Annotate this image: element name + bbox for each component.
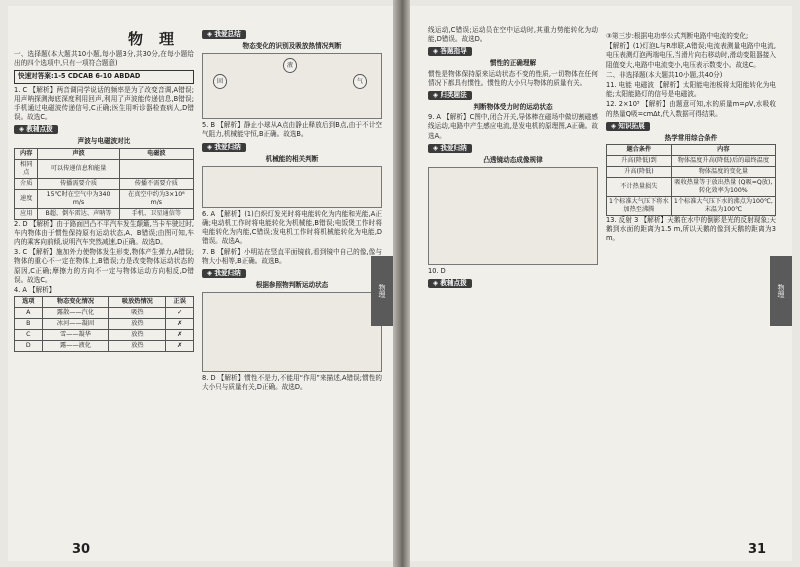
- right-column-2: [606, 32, 776, 245]
- comparison-cell: 在真空中约为3×10⁸ m/s: [119, 189, 193, 208]
- question-1: 1. C 【解析】两音调同学说话的频率是为了改变音调,A错误;用声呐探测海底深度利用回声,利用了声波能传递信息,B错误;手机通过电磁波传递信号,C正确;医生用听诊器检查病人,D错误。故选C。: [14, 85, 194, 122]
- comparison-cell: 相同点: [15, 159, 38, 178]
- phase-cell: 放热: [109, 341, 166, 352]
- phase-cell: D: [15, 341, 43, 352]
- box-caption: 惯性的正确理解: [489, 59, 537, 68]
- diagram-caption: 物态变化的识别及吸放热情况判断: [242, 42, 342, 50]
- book-gutter: [393, 0, 410, 567]
- box-caption: 热学常用综合条件: [664, 133, 718, 142]
- heat-cell: 不计热量损失: [607, 178, 672, 197]
- heat-cell: 升高(降低)到: [607, 156, 672, 167]
- question-8: 8. D 【解析】惯性不是力,不能用“作用”来描述,A错误;惯性的大小只与质量有关,D正确。故选D。: [202, 374, 382, 392]
- table-row: [607, 156, 776, 167]
- phase-cell: 放热: [109, 319, 166, 330]
- phase-cell: C: [15, 330, 43, 341]
- question-7: 7. B 【解析】小明站在竖直平面镜前,看到镜中自己的像,像与物大小相等,B正确。故选B。: [202, 247, 382, 265]
- table-row: [15, 308, 194, 319]
- page-number: 30: [72, 542, 91, 557]
- box-caption: 判断物体受力时的运动状态: [473, 103, 553, 112]
- question-6: 6. A 【解析】(1)白炽灯发光时将电能转化为内能和光能,A正确;电动机工作时将电能转化为机械能,B错误;电饭煲工作时将电能转化为内能,C错误;发电机工作时将机械能转化为电能,D错误。故选A。: [202, 209, 382, 246]
- question-13: 13. 反射 3 【解析】天鹅在水中的倒影是光的反射现象;天鹅到水面的距离为1.5 m,所以天鹅的像到天鹅的距离为3 m。: [606, 216, 776, 243]
- phase-change-table: [14, 296, 194, 352]
- box-text: 惯性是物体保持原来运动状态不变的性质,一切物体在任何情况下都具有惯性。惯性的大小只与物体的质量有关。: [428, 69, 598, 87]
- question-5: 5. B 【解析】静止小球从A点由静止释放后到B点,由于不计空气阻力,机械能守恒,B正确。故选B。: [202, 121, 382, 139]
- continued-text: 线运动,C错误;运动员在空中运动时,其重力势能转化为动能,D错误。故选D。: [428, 26, 598, 44]
- phase-cell: 露散——汽化: [42, 308, 109, 319]
- tip-tag: ◈ 教辅点拨: [428, 279, 472, 288]
- table-row: [15, 159, 194, 178]
- diagram-caption: 根据参照物判断运动状态: [255, 281, 329, 290]
- comparison-cell: 手机、卫星通信等: [119, 208, 193, 219]
- summary-tag: ◈ 我爱总结: [202, 30, 246, 39]
- analysis-text: 【解析】(1)灯泡L与R串联,A错误;电流表测量电路中电流,电压表测灯泡两端电压,当滑片向右移动时,滑动变阻器接入阻值变大,电路中电流变小,电压表示数变小。故选C。: [606, 42, 776, 69]
- table-row: [607, 197, 776, 216]
- question-12: 12. 2×10⁵ 【解析】由题意可知,水的质量m=ρV,水吸收的热量Q吸=cmΔt,代入数据可得结果。: [606, 100, 776, 118]
- phase-header: 吸放热情况: [109, 297, 166, 308]
- comparison-cell: 可以传递信息和能量: [38, 159, 119, 178]
- phase-header: 正误: [166, 297, 194, 308]
- heat-conditions-table: [606, 144, 776, 216]
- extension-tag: ◈ 知识拓展: [606, 122, 650, 131]
- heat-cell: 升高(降低): [607, 167, 672, 178]
- phase-cell: A: [15, 308, 43, 319]
- page-number: 31: [748, 542, 767, 557]
- quick-answers: 快速对答案:1-5 CDCAB 6-10 ABDAD: [14, 70, 194, 83]
- comparison-header: 内容: [15, 148, 38, 159]
- energy-diagram: [202, 166, 382, 208]
- phase-cell: ✗: [166, 330, 194, 341]
- method-tag: ◈ 归类题法: [428, 91, 472, 100]
- page-title: 物理: [128, 30, 191, 48]
- heat-cell: 物体温度升高(降低)后的最终温度: [671, 156, 775, 167]
- comparison-table: [14, 148, 194, 220]
- table-row: [15, 189, 194, 208]
- comparison-cell: 传播不需要介质: [119, 178, 193, 189]
- comparison-cell: 介质: [15, 178, 38, 189]
- comparison-cell: 速度: [15, 189, 38, 208]
- diagram-node: 气: [353, 74, 367, 89]
- diagram-node: 固: [213, 74, 227, 89]
- left-column-2: [202, 28, 382, 394]
- phase-header: 选项: [15, 297, 43, 308]
- heat-cell: 1个标准大气压下将水加热至沸腾: [607, 197, 672, 216]
- question-2: 2. D 【解析】由于路面凹凸不平汽车发生颠簸,当卡车驶过时,车内物体由于惯性保持原有运动状态,A、B错误;由图可知,车内的乘客向前倾,说明汽车突然减速,D正确。故选D。: [14, 219, 194, 247]
- phase-cell: ✗: [166, 319, 194, 330]
- table-row: [15, 319, 194, 330]
- table-row: [15, 330, 194, 341]
- phase-change-diagram: [202, 53, 382, 119]
- side-tab: 物理: [371, 256, 393, 326]
- question-3: 3. C 【解析】施加外力使物体发生形变,物体产生弹力,A错误;物体的重心不一定在物体上,B错误;力是改变物体运动状态的原因,C正确;摩擦力的方向不一定与物体运动方向相反,D错误。故选C。: [14, 248, 194, 284]
- table-row: [607, 178, 776, 197]
- table-row: [15, 208, 194, 219]
- comparison-cell: 应用: [15, 208, 38, 219]
- left-column-1: [14, 50, 194, 352]
- tip-tag: ◈ 教辅点拨: [14, 125, 58, 134]
- step-text: ③第三步:根据电功率公式判断电路中电流的变化;: [606, 32, 749, 40]
- box-caption: 凸透镜动态成像规律: [483, 155, 543, 164]
- heat-header: 题合条件: [607, 145, 672, 156]
- induction-tag: ◈ 我爱归纳: [202, 143, 246, 152]
- comparison-header: 声波: [38, 148, 119, 159]
- diagram-caption: 机械能的相关判断: [265, 154, 319, 163]
- comparison-cell: 传播需要介质: [38, 178, 119, 189]
- phase-cell: 雪——凝华: [42, 330, 109, 341]
- right-column-1: [428, 26, 598, 290]
- question-9: 9. A 【解析】C图中,闭合开关,导体棒在磁场中做切割磁感线运动,电路中产生感应电流,是发电机的原理图,A正确。故选A。: [428, 113, 598, 140]
- heat-cell: 吸收热量等于放出热量 (Q吸=Q放),转化效率为100%: [671, 178, 775, 197]
- phase-header: 物态变化情况: [42, 297, 109, 308]
- comparison-cell: [119, 159, 193, 178]
- phase-cell: 冰河——凝固: [42, 319, 109, 330]
- guide-tag: ◈ 答题指导: [428, 47, 472, 56]
- side-tab: 物理: [770, 256, 792, 326]
- section-heading: 二、非选择题(本大题共10小题,共40分): [606, 70, 723, 79]
- comparison-header: 电磁波: [119, 148, 193, 159]
- heat-header: 内容: [671, 145, 775, 156]
- phase-cell: 吸热: [109, 308, 166, 319]
- question-10: 10. D: [428, 267, 446, 276]
- table-row: [15, 178, 194, 189]
- diagram-node: 液: [283, 58, 297, 73]
- question-11: 11. 电能 电磁波 【解析】太阳能电池板将太阳能转化为电能;太阳能路灯的信号是电磁波。: [606, 81, 776, 99]
- right-page: [410, 6, 792, 561]
- lens-diagram: [428, 167, 598, 265]
- induction-tag: ◈ 我爱归纳: [202, 269, 246, 278]
- table-title: 声波与电磁波对比: [77, 137, 131, 146]
- induction-tag: ◈ 我爱归纳: [428, 144, 472, 153]
- heat-cell: 1个标准大气压下水的沸点为100℃,末温为100℃: [671, 197, 775, 216]
- phase-cell: ✓: [166, 308, 194, 319]
- phase-cell: B: [15, 319, 43, 330]
- heat-cell: 物体温度的变化量: [671, 167, 775, 178]
- table-row: [15, 341, 194, 352]
- phase-cell: ✗: [166, 341, 194, 352]
- reference-frame-diagram: [202, 292, 382, 372]
- question-4: 4. A 【解析】: [14, 286, 56, 295]
- comparison-cell: 15℃时在空气中为340 m/s: [38, 189, 119, 208]
- phase-cell: 露——液化: [42, 341, 109, 352]
- table-row: [607, 167, 776, 178]
- section-heading: 一、选择题(本大题共10小题,每小题3分,共30分,在每小题给出的四个选项中,只有一项符合题意): [14, 50, 194, 68]
- left-page: [8, 6, 393, 561]
- phase-cell: 放热: [109, 330, 166, 341]
- comparison-cell: B超、倒车雷达、声呐等: [38, 208, 119, 219]
